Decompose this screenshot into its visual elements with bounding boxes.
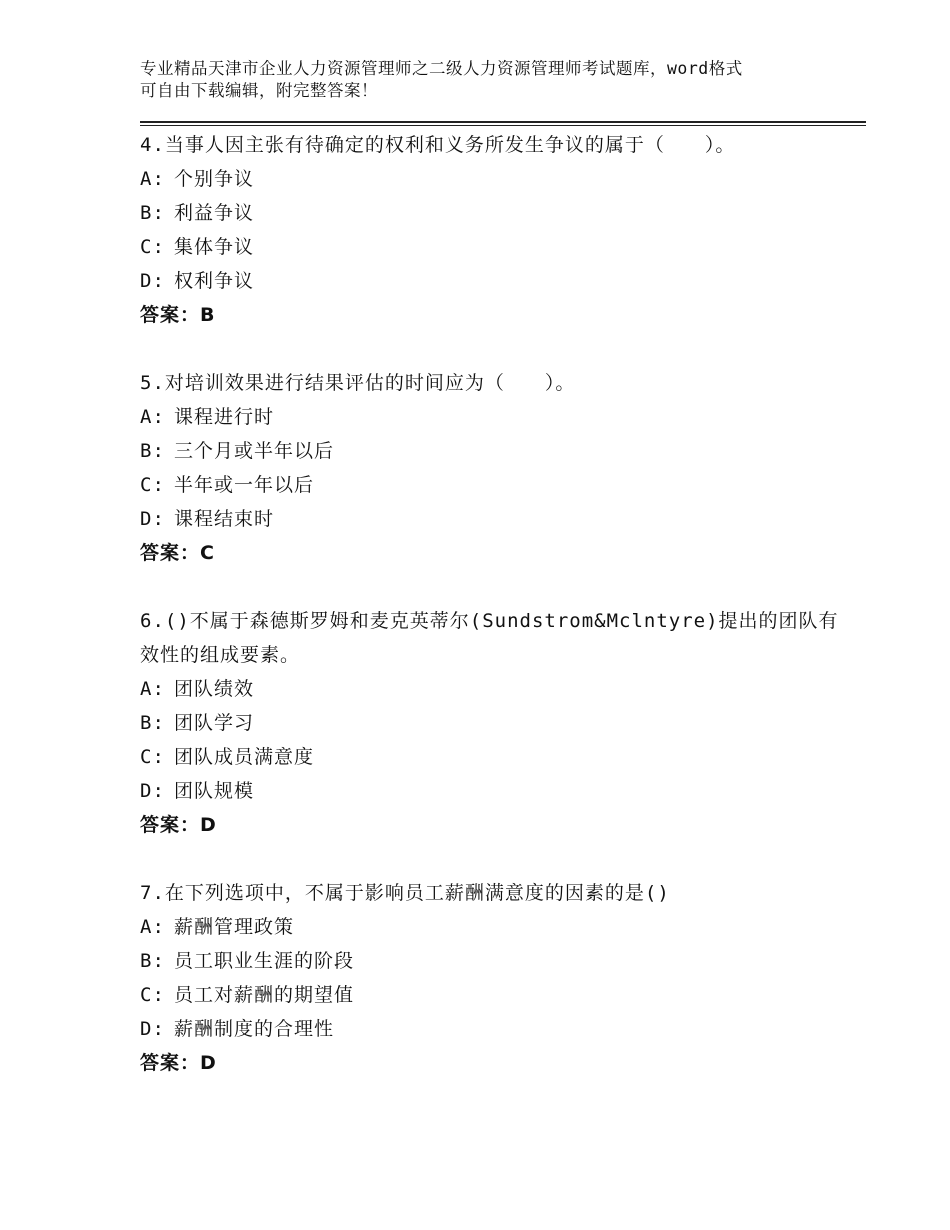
option-text: 团队学习 [174, 712, 255, 734]
option-key: A: [140, 916, 165, 938]
option-c [140, 230, 840, 264]
question-text: 6.()不属于森德斯罗姆和麦克英蒂尔(Sundstrom&Mclntyre)提出的团队有效性的组成要素。 [140, 610, 839, 666]
option-text: 利益争议 [174, 202, 255, 224]
option-text: 课程结束时 [174, 508, 275, 530]
option-key: B: [140, 950, 165, 972]
option-d [140, 1012, 840, 1046]
option-key: A: [140, 406, 165, 428]
option-key: D: [140, 508, 165, 530]
option-b [140, 196, 840, 230]
option-a [140, 400, 840, 434]
option-key: B: [140, 202, 165, 224]
answer-label: 答案：D [140, 1052, 217, 1074]
question-text: 5.对培训效果进行结果评估的时间应为（ ）。 [140, 372, 576, 394]
option-key: A: [140, 678, 165, 700]
option-c [140, 978, 840, 1012]
option-d [140, 774, 840, 808]
option-text: 员工职业生涯的阶段 [174, 950, 355, 972]
question-4 [140, 128, 840, 332]
option-d [140, 264, 840, 298]
answer-label: 答案：B [140, 304, 216, 326]
option-c [140, 468, 840, 502]
question-7 [140, 876, 840, 1080]
option-text: 集体争议 [174, 236, 255, 258]
header-rule-thin [140, 125, 866, 126]
option-b [140, 944, 840, 978]
option-a [140, 672, 840, 706]
option-text: 员工对薪酬的期望值 [174, 984, 355, 1006]
option-key: B: [140, 440, 165, 462]
option-text: 团队成员满意度 [174, 746, 315, 768]
header-line-2: 可自由下载编辑，附完整答案！ [140, 81, 378, 100]
header-rule-thick [140, 121, 866, 123]
answer-label: 答案：C [140, 542, 215, 564]
option-text: 权利争议 [174, 270, 255, 292]
document-header [140, 58, 820, 102]
question-text: 7.在下列选项中，不属于影响员工薪酬满意度的因素的是() [140, 882, 670, 904]
option-text: 半年或一年以后 [174, 474, 315, 496]
option-text: 课程进行时 [174, 406, 275, 428]
question-list [140, 128, 840, 1114]
option-key: D: [140, 270, 165, 292]
option-text: 三个月或半年以后 [174, 440, 335, 462]
option-key: A: [140, 168, 165, 190]
option-d [140, 502, 840, 536]
option-b [140, 706, 840, 740]
option-key: C: [140, 746, 165, 768]
option-key: C: [140, 474, 165, 496]
answer-label: 答案：D [140, 814, 217, 836]
option-text: 薪酬管理政策 [174, 916, 295, 938]
question-6 [140, 604, 840, 842]
option-c [140, 740, 840, 774]
option-key: C: [140, 984, 165, 1006]
option-key: B: [140, 712, 165, 734]
question-text: 4.当事人因主张有待确定的权利和义务所发生争议的属于（ ）。 [140, 134, 736, 156]
option-key: D: [140, 780, 165, 802]
option-a [140, 162, 840, 196]
option-text: 薪酬制度的合理性 [174, 1018, 335, 1040]
option-text: 个别争议 [174, 168, 255, 190]
option-text: 团队绩效 [174, 678, 255, 700]
option-b [140, 434, 840, 468]
option-key: D: [140, 1018, 165, 1040]
option-text: 团队规模 [174, 780, 255, 802]
question-5 [140, 366, 840, 570]
option-key: C: [140, 236, 165, 258]
option-a [140, 910, 840, 944]
header-line-1: 专业精品天津市企业人力资源管理师之二级人力资源管理师考试题库，word格式 [140, 59, 743, 78]
